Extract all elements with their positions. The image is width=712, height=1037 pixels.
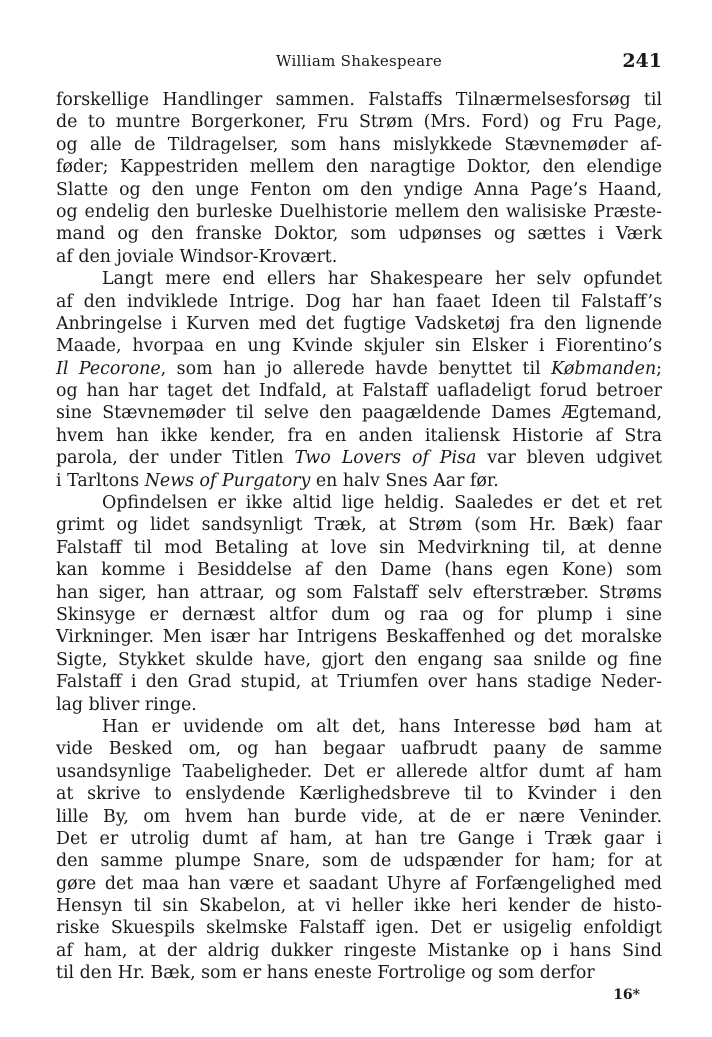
text-line: [56, 425, 662, 447]
text-line: [56, 89, 662, 111]
italic-title: News of Purgatory: [144, 470, 311, 491]
text-run: Det er utrolig dumt af ham, at han tre Gange i Træk gaar i: [56, 828, 662, 849]
text-line: [56, 604, 662, 626]
signature-mark: 16*: [613, 987, 640, 1003]
text-run: gøre det maa han være et saadant Uhyre af Forfængelighed med: [56, 873, 662, 894]
paragraph: [56, 89, 662, 268]
text-run: Sigte, Stykket skulde have, gjort den engang saa snilde og fine: [56, 649, 662, 670]
text-run: Han er uvidende om alt det, hans Interesse bød ham at: [102, 716, 662, 737]
text-line: [56, 559, 662, 581]
text-line: [56, 671, 662, 693]
text-line: [56, 649, 662, 671]
text-run: Slatte og den unge Fenton om den yndige Anna Page’s Haand,: [56, 179, 662, 200]
text-run: til den Hr. Bæk, som er hans eneste Fortrolige og som derfor: [56, 963, 595, 984]
text-line: [56, 694, 662, 716]
text-run: Skinsyge er dernæst altfor dum og raa og for plump i sine: [56, 604, 662, 625]
text-run: den samme plumpe Snare, som de udspænder for ham; for at: [56, 851, 662, 872]
paragraph: [56, 268, 662, 492]
text-line: [56, 380, 662, 402]
text-run: ;: [656, 358, 663, 379]
text-run: hvem han ikke kender, fra en anden italiensk Historie af Stra: [56, 425, 662, 446]
text-run: Falstaff til mod Betaling at love sin Medvirkning til, at denne: [56, 537, 662, 558]
text-line: [56, 291, 662, 313]
text-line: [56, 111, 662, 133]
text-run: lag bliver ringe.: [56, 694, 197, 715]
text-run: af ham, at der aldrig dukker ringeste Mistanke op i hans Sind: [56, 940, 662, 961]
text-line: [56, 761, 662, 783]
text-run: Virkninger. Men især har Intrigens Beskaffenhed og det moralske: [56, 627, 662, 648]
text-run: forskellige Handlinger sammen. Falstaffs Tilnærmelsesforsøg til: [56, 90, 662, 110]
text-line: [56, 447, 662, 469]
text-line: [56, 828, 662, 850]
text-line: [56, 335, 662, 357]
text-run: i Tarltons: [56, 470, 145, 491]
text-run: usandsynlige Taabeligheder. Det er allerede altfor dumt af ham: [56, 761, 662, 782]
text-line: [56, 806, 662, 828]
text-line: [56, 313, 662, 335]
text-run: vide Besked om, og han begaar uafbrudt paany de samme: [56, 739, 662, 760]
text-run: sine Stævnemøder til selve den paagældende Dames Ægtemand,: [56, 403, 662, 424]
text-run: lille By, om hvem han burde vide, at de er nære Veninder.: [56, 806, 662, 827]
text-line: [56, 201, 662, 223]
text-line: [56, 917, 662, 939]
text-line: [56, 358, 662, 380]
text-run: og endelig den burleske Duelhistorie mellem den walisiske Præste-: [56, 201, 662, 222]
text-line: [56, 156, 662, 178]
text-line: [56, 738, 662, 760]
text-line: [56, 492, 662, 514]
text-line: [56, 850, 662, 872]
text-run: grimt og lidet sandsynligt Træk, at Strøm (som Hr. Bæk) faar: [56, 515, 662, 536]
text-run: han siger, han attraar, og som Falstaff selv efterstræber. Strøms: [56, 582, 662, 603]
text-run: Maade, hvorpaa en ung Kvinde skjuler sin Elsker i Fiorentino’s: [56, 336, 662, 357]
text-line: [56, 179, 662, 201]
running-title: William Shakespeare: [276, 52, 442, 70]
text-run: og alle de Tildragelser, som hans mislykkede Stævnemøder af-: [56, 134, 662, 155]
text-line: [56, 873, 662, 895]
text-run: Anbringelse i Kurven med det fugtige Vadsketøj fra den lignende: [56, 313, 662, 334]
text-line: [56, 783, 662, 805]
paragraph: [56, 492, 662, 716]
text-run: mand og den franske Doktor, som udpønses og sættes i Værk: [56, 224, 662, 245]
italic-title: Two Lovers of Pisa: [294, 448, 477, 469]
paragraph: [56, 716, 662, 985]
text-line: [56, 940, 662, 962]
text-line: [56, 402, 662, 424]
text-line: [56, 134, 662, 156]
text-line: [56, 268, 662, 290]
page-header: [56, 50, 662, 74]
italic-title: Il Pecorone: [56, 358, 161, 379]
body-text: [56, 89, 662, 985]
text-line: [56, 537, 662, 559]
text-line: [56, 582, 662, 604]
text-run: og han har taget det Indfald, at Falstaff uafladeligt forud betroer: [56, 381, 662, 402]
text-run: var bleven udgivet: [476, 448, 662, 469]
text-run: af den indviklede Intrige. Dog har han faaet Ideen til Falstaff’s: [56, 291, 662, 312]
text-run: Falstaff i den Grad stupid, at Triumfen over hans stadige Neder-: [56, 672, 662, 693]
text-run: at skrive to enslydende Kærlighedsbreve til to Kvinder i den: [56, 784, 662, 805]
page-number: 241: [622, 50, 662, 72]
text-run: parola, der under Titlen: [56, 448, 295, 469]
italic-title: Købmanden: [551, 358, 657, 379]
text-run: , som han jo allerede havde benyttet til: [160, 358, 552, 379]
text-run: en halv Snes Aar før.: [310, 470, 499, 491]
text-line: [56, 223, 662, 245]
text-line: [56, 716, 662, 738]
text-run: Hensyn til sin Skabelon, at vi heller ikke heri kender de histo-: [56, 896, 662, 917]
text-run: Opfindelsen er ikke altid lige heldig. Saaledes er det et ret: [102, 493, 662, 514]
text-run: føder; Kappestriden mellem den naragtige Doktor, den elendige: [56, 157, 662, 178]
text-run: Langt mere end ellers har Shakespeare her selv opfundet: [102, 269, 662, 290]
text-run: riske Skuespils skelmske Falstaff igen. Det er usigelig enfoldigt: [56, 918, 662, 939]
text-run: kan komme i Besiddelse af den Dame (hans egen Kone) som: [56, 560, 662, 581]
text-line: [56, 895, 662, 917]
text-run: af den joviale Windsor-Krovært.: [56, 246, 338, 267]
text-line: [56, 962, 662, 984]
text-line: [56, 246, 662, 268]
text-line: [56, 626, 662, 648]
text-line: [56, 470, 662, 492]
text-line: [56, 514, 662, 536]
text-run: de to muntre Borgerkoner, Fru Strøm (Mrs. Ford) og Fru Page,: [56, 112, 662, 133]
